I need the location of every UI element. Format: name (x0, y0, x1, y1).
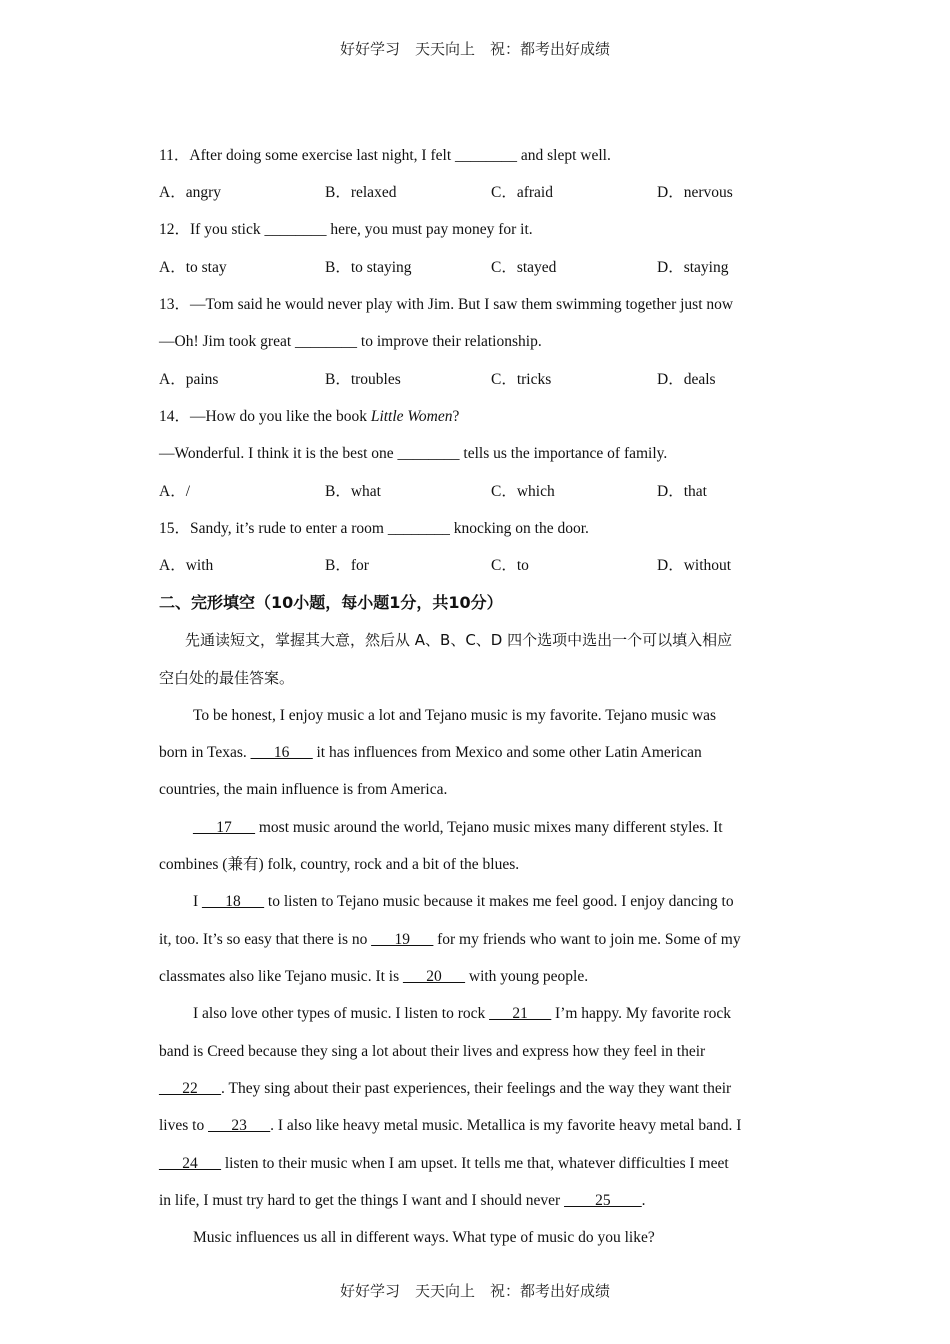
option-b: B．to staying (325, 259, 412, 276)
page-header: 好好学习 天天向上 祝：都考出好成绩 (339, 40, 610, 58)
question-12-stem: 12．If you stick ________ here, you must pay money for it. (159, 221, 533, 238)
passage-text: it has influences from Mexico and some other Latin American (312, 744, 702, 761)
option-a: A．/ (159, 483, 191, 500)
passage-text: . I also like heavy metal music. Metallica is my favorite heavy metal band. I (270, 1117, 742, 1134)
section-instructions-2: 空白处的最佳答案。 (159, 669, 295, 687)
passage-text: most music around the world, Tejano music mixes many different styles. It (255, 819, 723, 836)
blank-24: ___24___ (159, 1155, 221, 1172)
question-14-stem (159, 407, 459, 427)
passage-text: I (193, 893, 203, 910)
option-a: A．pains (159, 371, 219, 388)
option-c: C．which (491, 483, 555, 500)
question-15-options (159, 556, 799, 576)
passage-line (159, 1191, 645, 1211)
passage-line (193, 1004, 731, 1024)
passage-line: band is Creed because they sing a lot about their lives and express how they feel in their (159, 1043, 706, 1060)
passage-line: countries, the main influence is from America. (159, 781, 448, 798)
passage-text: with young people. (465, 968, 589, 985)
passage-text: I’m happy. My favorite rock (551, 1005, 731, 1022)
option-b: B．what (325, 483, 381, 500)
question-14-stem-text: 14．—How do you like the book (159, 408, 371, 425)
question-13-stem-2: —Oh! Jim took great ________ to improve their relationship. (159, 333, 542, 350)
passage-text: classmates also like Tejano music. It is (159, 968, 403, 985)
book-title: Little Women (370, 408, 453, 425)
question-11-options (159, 183, 799, 203)
blank-21: ___21___ (489, 1005, 552, 1022)
option-b: B．troubles (325, 371, 401, 388)
option-d: D．without (657, 557, 732, 574)
blank-20: ___20___ (403, 968, 465, 985)
option-d: D．deals (657, 371, 716, 388)
passage-text: lives to (159, 1117, 209, 1134)
question-14-stem-2: —Wonderful. I think it is the best one ________ tells us the importance of family. (159, 445, 668, 462)
passage-line (159, 967, 588, 987)
question-14-options (159, 482, 799, 502)
passage-text: it, too. It’s so easy that there is no (159, 931, 372, 948)
question-11-stem: 11．After doing some exercise last night, I felt ________ and slept well. (159, 147, 611, 164)
option-b: B．relaxed (325, 184, 397, 201)
question-13-options (159, 370, 799, 390)
option-b: B．for (325, 557, 369, 574)
passage-text: . (641, 1192, 646, 1209)
blank-19: ___19___ (371, 931, 434, 948)
option-a: A．with (159, 557, 214, 574)
passage-line (159, 930, 741, 950)
section-title: 二、完形填空（10小题，每小题1分，共10分） (159, 593, 503, 612)
page-footer: 好好学习 天天向上 祝：都考出好成绩 (339, 1282, 610, 1300)
question-12-options (159, 258, 799, 278)
option-d: D．staying (657, 259, 729, 276)
passage-line: Music influences us all in different ways. What type of music do you like? (193, 1229, 655, 1246)
option-c: C．afraid (491, 184, 553, 201)
section-instructions: 先通读短文，掌握其大意，然后从 A、B、C、D 四个选项中选出一个可以填入相应 (185, 631, 733, 649)
passage-text: listen to their music when I am upset. It tells me that, whatever difficulties I meet (221, 1155, 729, 1172)
question-13-stem: 13．—Tom said he would never play with Jim. But I saw them swimming together just now (159, 296, 734, 313)
option-d: D．nervous (657, 184, 733, 201)
passage-text: . They sing about their past experiences, their feelings and the way they want their (221, 1080, 732, 1097)
passage-line: To be honest, I enjoy music a lot and Tejano music is my favorite. Tejano music was (193, 707, 717, 724)
passage-text: I also love other types of music. I listen to rock (193, 1005, 490, 1022)
blank-18: ___18___ (202, 893, 265, 910)
passage-line (159, 1079, 731, 1099)
blank-22: ___22___ (159, 1080, 221, 1097)
passage-text: to listen to Tejano music because it makes me feel good. I enjoy dancing to (264, 893, 734, 910)
blank-16: ___16___ (250, 744, 313, 761)
passage-line (159, 1116, 741, 1136)
blank-25: ____25____ (564, 1192, 642, 1209)
option-c: C．stayed (491, 259, 557, 276)
option-c: C．to (491, 557, 529, 574)
passage-line (159, 1154, 729, 1174)
passage-line (193, 892, 734, 912)
passage-line (193, 818, 723, 838)
option-c: C．tricks (491, 371, 552, 388)
blank-23: ___23___ (208, 1117, 271, 1134)
passage-text: in life, I must try hard to get the things I want and I should never (159, 1192, 565, 1209)
passage-text: for my friends who want to join me. Some of my (433, 931, 741, 948)
option-d: D．that (657, 483, 707, 500)
passage-text: born in Texas. (159, 744, 251, 761)
option-a: A．to stay (159, 259, 227, 276)
blank-17: ___17___ (193, 819, 255, 836)
question-mark: ? (452, 408, 460, 425)
question-15-stem: 15．Sandy, it’s rude to enter a room ________ knocking on the door. (159, 520, 589, 537)
option-a: A．angry (159, 184, 221, 201)
passage-line: combines (兼有) folk, country, rock and a bit of the blues. (159, 856, 520, 873)
passage-line (159, 743, 702, 763)
